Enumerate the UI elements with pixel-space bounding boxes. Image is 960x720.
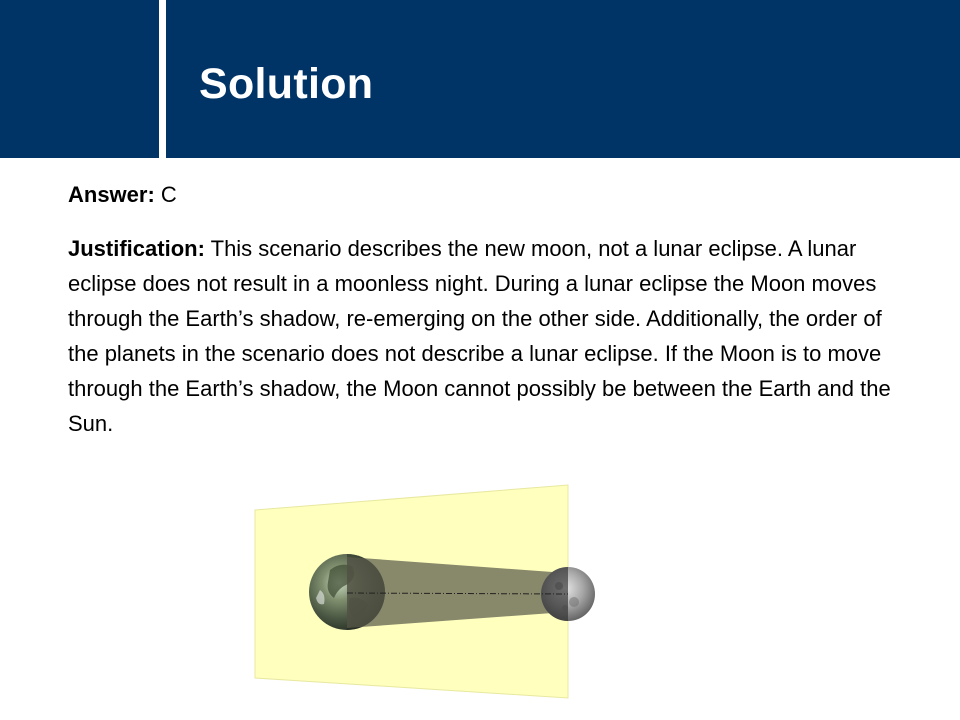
answer-line <box>68 181 177 209</box>
justification-label: Justification: <box>68 236 205 261</box>
slide-title: Solution <box>199 60 374 108</box>
answer-value: C <box>160 182 177 207</box>
answer-label: Answer: <box>68 182 155 207</box>
header-divider <box>159 0 166 158</box>
justification-paragraph <box>68 231 898 441</box>
eclipse-diagram <box>250 480 620 705</box>
justification-text: This scenario describes the new moon, not a lunar eclipse. A lunar eclipse does not result in a moonless night. During a lunar eclipse the Moon moves through the Earth’s shadow, re-emerging on the other side. Additionally, the order of the planets in the scenario does not describe a lunar eclipse. If the Moon is to move through the Earth’s shadow, the Moon cannot possibly be between the Earth and the Sun. <box>68 236 891 436</box>
slide-header <box>0 0 960 158</box>
